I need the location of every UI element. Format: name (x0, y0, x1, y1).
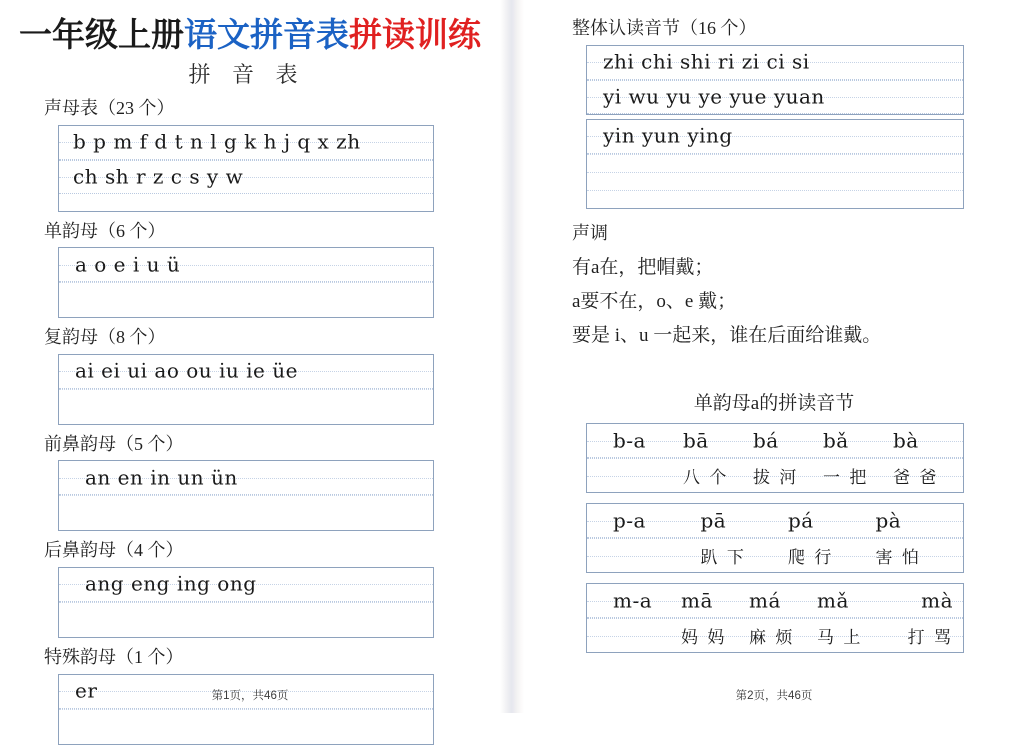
rule-row (59, 568, 433, 602)
rule-row (587, 504, 963, 538)
word-cells (601, 623, 963, 648)
rule-box-zhengtirendu-2 (586, 119, 964, 209)
rule-text: er (75, 678, 98, 703)
rule-box-drill-pa (586, 503, 964, 573)
rule-text (587, 463, 963, 488)
rule-spacer (59, 727, 433, 744)
rule-spacer (59, 513, 433, 530)
word-cell: 害 怕 (875, 547, 921, 568)
page-subtitle: 拼 音 表 (188, 61, 306, 87)
rule-row (587, 584, 963, 618)
rule-row (587, 424, 963, 458)
page-title (0, 16, 500, 54)
rule-box-zhengtirendu-1 (586, 45, 964, 115)
rule-box-drill-ma (586, 583, 964, 653)
title-part-black: 一年级上册 (19, 15, 184, 54)
section-label-houbiyunmu: 后鼻韵母（4 个） (44, 540, 184, 561)
rule-row (59, 248, 433, 282)
left-page (0, 0, 500, 713)
rule-text: an en in un ün (85, 465, 238, 490)
syllable-cells (601, 508, 963, 532)
rule-row (587, 46, 963, 80)
syllable-cell: pá (788, 508, 814, 533)
rule-spacer (59, 709, 433, 727)
rule-row (59, 160, 433, 194)
page-footer-left: 第1页，共46页 (211, 690, 289, 702)
word-cell: 拔 河 (753, 467, 799, 488)
word-cell: 趴 下 (700, 547, 746, 568)
tone-rule-line: a要不在，o、e 戴； (572, 291, 737, 313)
rule-row (59, 355, 433, 389)
rule-text: ch sh r z c s y w (73, 164, 244, 189)
rule-text: ai ei ui ao ou iu ie üe (75, 358, 298, 383)
word-cell: 八 个 (683, 467, 729, 488)
word-cell: 妈 妈 (681, 627, 727, 648)
section-label-danyunmu: 单韵母（6 个） (44, 220, 166, 241)
syllable-cell: má (749, 588, 781, 613)
rule-row (587, 538, 963, 572)
rule-text (587, 508, 963, 532)
rule-row (587, 618, 963, 652)
syllable-cell: m-a (613, 588, 653, 613)
rule-spacer (59, 602, 433, 620)
rule-box-qianbiyunmu (58, 460, 434, 531)
syllable-cell: b-a (613, 428, 646, 453)
tone-rule-line: 要是 i、u 一起来，谁在后面给谁戴。 (572, 325, 882, 347)
tone-rule-line: 有a在，把帽戴； (572, 257, 714, 279)
rule-spacer (59, 495, 433, 513)
rule-spacer (587, 154, 963, 172)
syllable-cells (601, 428, 963, 452)
rule-text: a o e i u ü (75, 252, 181, 277)
rule-spacer (59, 300, 433, 317)
rule-text (587, 428, 963, 452)
page-footer-right: 第2页，共46页 (735, 690, 813, 702)
section-label-shengdiao: 声调 (572, 222, 608, 243)
syllable-cell: bá (753, 428, 779, 453)
section-label-fuyunmu: 复韵母（8 个） (44, 327, 166, 348)
syllable-cell: mà (921, 588, 953, 613)
rule-text: yi wu yu ye yue yuan (603, 84, 825, 109)
syllable-cell: bā (683, 428, 709, 453)
word-cell: 马 上 (817, 627, 863, 648)
rule-spacer (59, 389, 433, 407)
rule-box-fuyunmu (58, 354, 434, 425)
word-cell (613, 543, 701, 568)
rule-text: ang eng ing ong (85, 571, 257, 596)
rule-spacer (587, 190, 963, 208)
word-cell: 一 把 (823, 467, 869, 488)
rule-text (587, 588, 963, 612)
rule-text (587, 623, 963, 648)
rule-box-danyunmu (58, 247, 434, 318)
page-gutter (500, 0, 524, 713)
title-part-red: 拼读训练 (349, 15, 481, 54)
rule-box-teshuyunmu (58, 674, 434, 745)
rule-text: yin yun ying (603, 123, 733, 148)
tones-prose (524, 258, 1024, 346)
rule-box-shengmu (58, 125, 434, 212)
rule-spacer (59, 407, 433, 424)
section-label-zhengtirendu: 整体认读音节（16 个） (572, 18, 757, 38)
rule-spacer (59, 282, 433, 300)
title-part-blue: 语文拼音表 (184, 15, 349, 54)
syllable-cell: mā (681, 588, 713, 613)
rule-row (587, 80, 963, 114)
rule-text: zhi chi shi ri zi ci si (603, 49, 810, 74)
rule-text: b p m f d t n l g k h j q x zh (73, 129, 361, 154)
syllable-cells (601, 588, 963, 612)
syllable-cell: pā (700, 508, 727, 533)
section-label-shengmu: 声母表（23 个） (44, 97, 175, 118)
word-cell (613, 463, 683, 488)
rule-text (587, 543, 963, 568)
word-cell (613, 623, 681, 648)
rule-spacer (59, 194, 433, 211)
word-cells (601, 543, 963, 568)
syllable-cell: mǎ (817, 588, 849, 613)
drill-title: 单韵母a的拼读音节 (693, 393, 855, 414)
rule-spacer (59, 620, 433, 637)
rule-box-drill-ba (586, 423, 964, 493)
syllable-cell: bǎ (823, 428, 849, 453)
word-cell: 爸 爸 (893, 467, 939, 488)
right-page (524, 0, 1024, 713)
word-cell: 麻 烦 (749, 627, 795, 648)
syllable-cell: pà (875, 508, 902, 533)
rule-row (59, 126, 433, 160)
rule-row (587, 458, 963, 492)
syllable-cell: p-a (613, 508, 646, 533)
word-cell: 打 骂 (907, 627, 953, 648)
word-cells (601, 463, 963, 488)
rule-row (59, 461, 433, 495)
rule-box-houbiyunmu (58, 567, 434, 638)
word-cell: 爬 行 (788, 547, 834, 568)
section-label-teshuyunmu: 特殊韵母（1 个） (44, 646, 184, 667)
rule-spacer (587, 172, 963, 190)
section-label-qianbiyunmu: 前鼻韵母（5 个） (44, 433, 184, 454)
syllable-cell: bà (893, 428, 919, 453)
rule-row (587, 120, 963, 154)
